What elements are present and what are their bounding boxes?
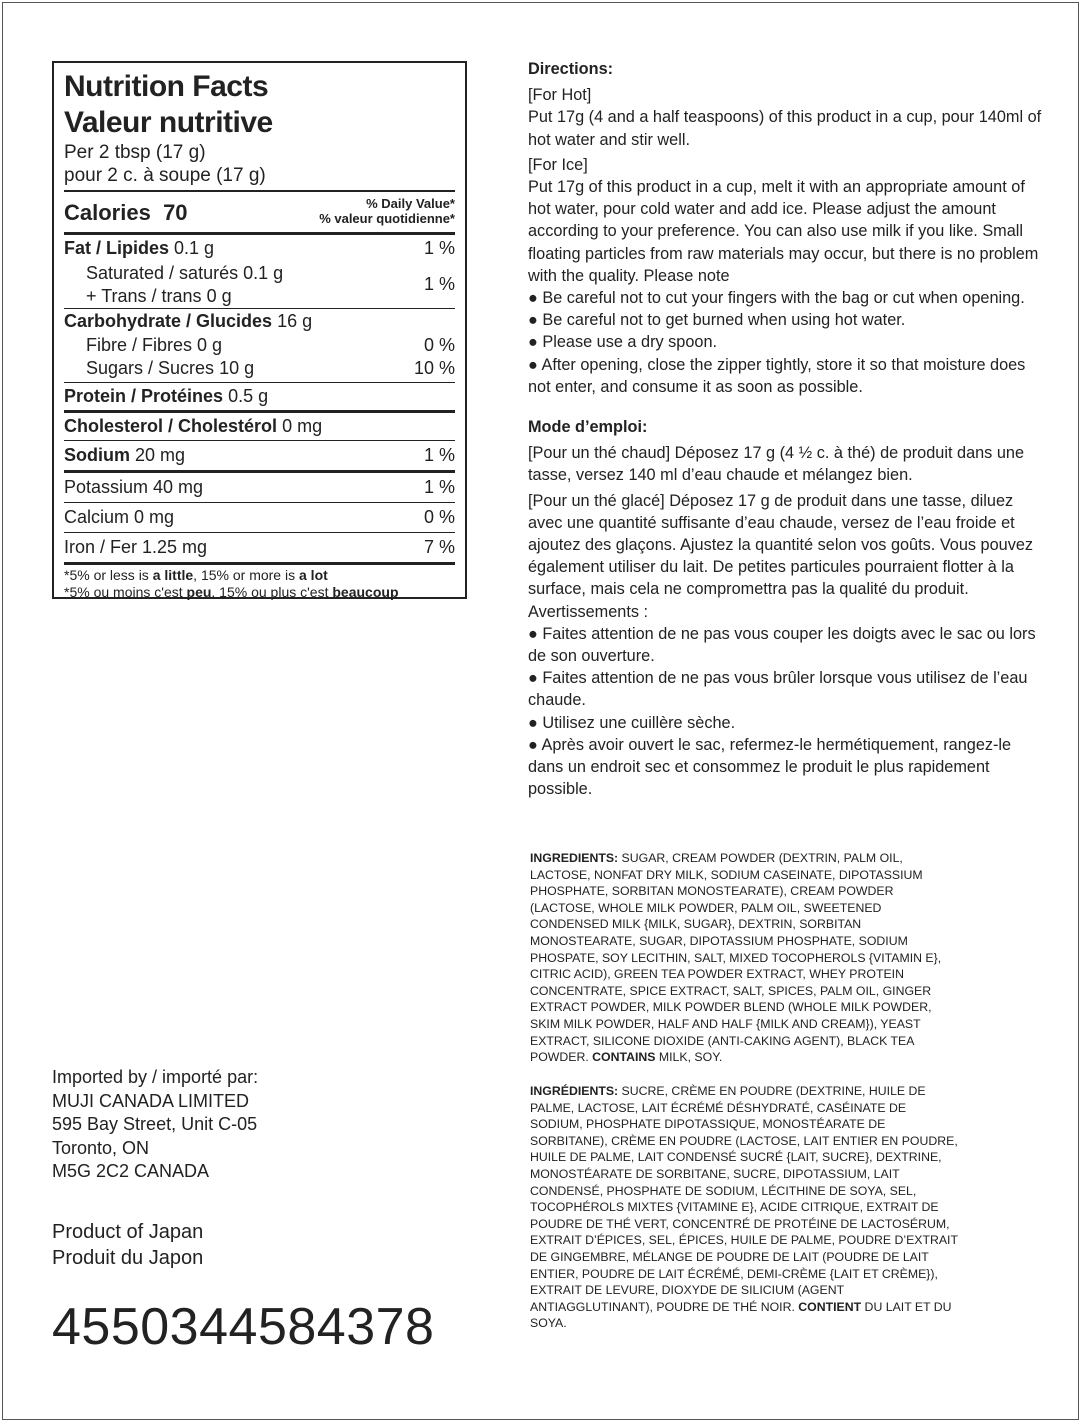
carbohydrate-label: Carbohydrate / Glucides (64, 311, 273, 331)
cholesterol-row (64, 410, 455, 440)
importer-postal: M5G 2C2 CANADA (52, 1161, 210, 1181)
saturated-trans-row (64, 262, 455, 308)
directions-section (528, 58, 1048, 801)
note-en-1: ● Be careful not to cut your fingers with the bag or cut when opening. (528, 289, 1025, 308)
note-fr-1: ● Faites attention de ne pas vous couper les doigts avec le sac ou lors de son ouverture. (528, 624, 1036, 666)
calories-row (64, 190, 455, 232)
sugars-percent: 10 % (413, 358, 455, 378)
ingredients-fr (530, 1083, 960, 1332)
fat-value: 0.1 g (174, 238, 215, 258)
fibre-label: Fibre / Fibres (86, 335, 193, 355)
note-fr-4: ● Après avoir ouvert le sac, refermez-le hermétiquement, rangez-le dans un endroit sec et consommez le produit le plus rapidement possible. (528, 735, 1012, 799)
cholesterol-label: Cholesterol / Cholestérol (64, 416, 278, 436)
ingredients-en (530, 850, 960, 1066)
nutrition-title-en: Nutrition Facts (64, 70, 269, 103)
importer-city: Toronto, ON (52, 1137, 150, 1158)
fibre-value: 0 g (197, 335, 223, 355)
contains-label-en: CONTAINS (592, 1050, 656, 1065)
trans-value: 0 g (206, 286, 232, 306)
fat-percent: 1 % (423, 238, 455, 258)
cholesterol-value: 0 mg (282, 416, 323, 436)
fat-row (64, 232, 455, 262)
sodium-row (64, 440, 455, 470)
directions-heading-en: Directions: (528, 60, 614, 78)
fibre-row (64, 334, 455, 357)
iron-row (64, 532, 455, 562)
potassium-row (64, 470, 455, 502)
calories-value: 70 (163, 200, 188, 225)
carbohydrate-value: 16 g (277, 311, 313, 331)
ice-text-fr: [Pour un thé glacé] Déposez 17 g de produit dans une tasse, diluez avec une quantité suffisante d’eau chaude, versez de l’eau froide et ajoutez des glaçons. Ajustez la quantité selon vos goûts. Vous pouvez également utiliser du lait. De petites particules pourraient flotter à la surface, mais cela ne compromettra pas la qualité du produit. Avertissements : (528, 491, 1034, 621)
barcode-number: 4550344584378 (52, 1298, 435, 1356)
contains-text-en: MILK, SOY. (655, 1050, 723, 1065)
potassium-percent: 1 % (423, 477, 455, 497)
sugars-row (64, 357, 455, 382)
potassium-label: Potassium 40 mg (64, 477, 204, 497)
contains-text-fr: DU LAIT ET DU SOYA. (530, 1299, 952, 1331)
fibre-percent: 0 % (423, 335, 455, 355)
note-en-4: ● After opening, close the zipper tightly, store it so that moisture does not enter, and consume it as soon as possible. (528, 355, 1026, 396)
nutrition-title-fr: Valeur nutritive (64, 106, 273, 139)
hot-text-fr: [Pour un thé chaud] Déposez 17 g (4 ½ c. à thé) de produit dans une tasse, versez 140 ml d’eau chaude et mélangez bien. (528, 444, 1025, 485)
protein-row (64, 382, 455, 410)
note-fr-3: ● Utilisez une cuillère sèche. (528, 713, 736, 732)
calcium-label: Calcium 0 mg (64, 507, 175, 527)
directions-heading-fr: Mode d’emploi: (528, 418, 648, 437)
ingredients-label-fr: INGRÉDIENTS: (530, 1084, 619, 1098)
footnote-fr: *5% ou moins c'est peu, 15% ou plus c'est beaucoup (64, 584, 399, 600)
hot-tag-en: [For Hot] (528, 86, 592, 105)
nutrition-footnote (64, 562, 455, 601)
calcium-percent: 0 % (423, 507, 455, 527)
origin-fr: Produit du Japon (52, 1247, 204, 1269)
calcium-row (64, 502, 455, 532)
iron-percent: 7 % (423, 537, 455, 557)
ingredients-text-fr: SUCRE, CRÈME EN POUDRE (DEXTRINE, HUILE DE PALME, LACTOSE, LAIT ÉCRÉMÉ DÉSHYDRATÉ, CASÉINATE DE SODIUM, PHOSPHATE DIPOTASSIQUE, MONOSTÉARATE DE SORBITANE), CRÈME EN POUDRE (LACTOSE, LAIT ENTIER EN POUDRE, HUILE DE PALME, LAIT CONDENSÉ SUCRÉ {LAIT, SUCRE}, DEXTRINE, MONOSTÉARATE DE SORBITANE, SUCRE, DIPOTASSIUM, LAIT CONDENSÉ, PHOSPHATE DE SODIUM, LÉCITHINE DE SOYA, SEL, TOCOPHÉROLS MIXTES {VITAMINE E}, ACIDE CITRIQUE, EXTRAIT DE POUDRE DE THÉ VERT, CONCENTRÉ DE PROTÉINE DE LACTOSÉRUM, EXTRAIT D’ÉPICES, SEL, ÉPICES, HUILE DE PALME, POUDRE D’EXTRAIT DE GINGEMBRE, MÉLANGE DE POUDRE DE LAIT (POUDRE DE LAIT ENTIER, POUDRE DE LAIT ÉCRÉMÉ, DEMI-CRÈME {LAIT ET CRÈME}), EXTRAIT DE LEVURE, DIOXYDE DE SILICIUM (AGENT ANTIAGGLUTINANT), POUDRE DE THÉ NOIR. (530, 1084, 958, 1314)
daily-value-header-fr: % valeur quotidienne* (319, 211, 455, 226)
note-fr-2: ● Faites attention de ne pas vous brûler lorsque vous utilisez de l’eau chaude. (528, 669, 1028, 710)
importer-heading: Imported by / importé par: (52, 1067, 259, 1087)
ingredients-label-en: INGREDIENTS: (530, 851, 619, 865)
origin-en: Product of Japan (52, 1221, 204, 1243)
serving-size-fr: pour 2 c. à soupe (17 g) (64, 165, 266, 186)
hot-text-en: Put 17g (4 and a half teaspoons) of this product in a cup, pour 140ml of hot water and stir well. (528, 108, 1042, 149)
sodium-label: Sodium (64, 445, 130, 465)
protein-value: 0.5 g (228, 386, 269, 406)
note-en-3: ● Please use a dry spoon. (528, 333, 718, 352)
sodium-percent: 1 % (423, 445, 455, 465)
contains-label-fr: CONTIENT (798, 1299, 862, 1314)
daily-value-header-en: % Daily Value* (366, 196, 455, 211)
saturated-value: 0.1 g (243, 263, 284, 283)
footnote-en: *5% or less is a little, 15% or more is a lot (64, 567, 328, 583)
iron-label: Iron / Fer 1.25 mg (64, 537, 208, 557)
importer-company: MUJI CANADA LIMITED (52, 1090, 250, 1111)
fat-label: Fat / Lipides (64, 238, 170, 258)
sodium-value: 20 mg (135, 445, 186, 465)
origin-block (52, 1219, 203, 1271)
ice-tag-en: [For Ice] (528, 155, 588, 174)
ice-text-en: Put 17g of this product in a cup, melt it with an appropriate amount of hot water, pour cold water and add ice. Please adjust the amount according to your preference. You can also use milk if you like. Small floating particles from raw materials may occur, but there is no problem with the quality. Please note (528, 178, 1039, 285)
serving-size-en: Per 2 tbsp (17 g) (64, 142, 206, 163)
carbohydrate-row (64, 308, 455, 334)
importer-block (52, 1066, 258, 1184)
trans-label: + Trans / trans (86, 286, 202, 306)
saturated-label: Saturated / saturés (86, 263, 239, 283)
importer-street: 595 Bay Street, Unit C-05 (52, 1114, 258, 1134)
calories-label: Calories (64, 200, 151, 225)
note-en-2: ● Be careful not to get burned when using hot water. (528, 311, 906, 330)
nutrition-facts-table (52, 61, 467, 599)
sugars-value: 10 g (219, 358, 255, 378)
protein-label: Protein / Protéines (64, 386, 224, 406)
saturated-trans-percent: 1 % (423, 274, 455, 294)
ingredients-text-en: SUGAR, CREAM POWDER (DEXTRIN, PALM OIL, LACTOSE, NONFAT DRY MILK, SODIUM CASEINATE, DIPOTASSIUM PHOSPHATE, SORBITAN MONOSTEARATE), CREAM POWDER (LACTOSE, WHOLE MILK POWDER, PALM OIL, SWEETENED CONDENSED MILK {MILK, SUGAR}, DEXTRIN, SORBITAN MONOSTEARATE, SUGAR, DIPOTASSIUM PHOSPHATE, SODIUM PHOSPATE, SOY LECITHIN, SALT, MIXED TOCOPHEROLS {VITAMIN E}, CITRIC ACID), GREEN TEA POWDER EXTRACT, WHEY PROTEIN CONCENTRATE, SPICE EXTRACT, SALT, SPICES, PALM OIL, GINGER EXTRACT POWDER, MILK POWDER BLEND (WHOLE MILK POWDER, SKIM MILK POWDER, HALF AND HALF {MILK AND CREAM}), YEAST EXTRACT, SILICONE DIOXIDE (ANTI-CAKING AGENT), BLACK TEA POWDER. (530, 851, 942, 1065)
sugars-label: Sugars / Sucres (86, 358, 215, 378)
